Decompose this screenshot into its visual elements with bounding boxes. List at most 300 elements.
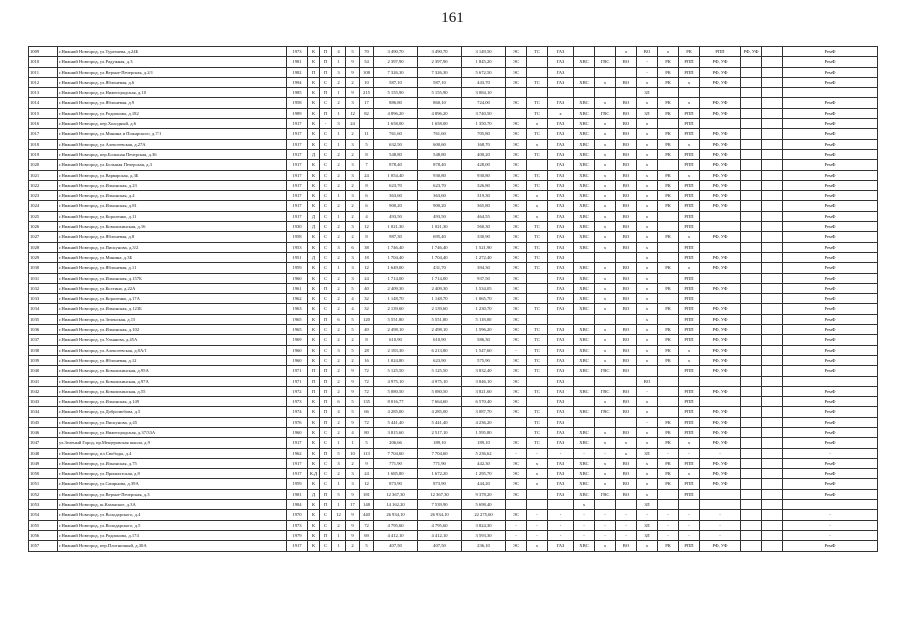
table-cell-u10: РФ, УФ — [700, 427, 741, 437]
table-cell-u5: ГВС — [595, 366, 616, 376]
table-cell-u12 — [762, 407, 783, 417]
table-cell-u4: ХВС — [574, 201, 595, 211]
table-cell-u4: ХВС — [574, 77, 595, 87]
table-cell-u1: ЭС — [506, 211, 527, 221]
table-cell-c4: 4 — [346, 427, 360, 437]
table-cell-u11 — [741, 149, 762, 159]
table-cell-c5: 8 — [360, 335, 374, 345]
table-cell-u13: РемФ — [783, 469, 878, 479]
table-cell-c4: 3 — [346, 469, 360, 479]
table-cell-u11 — [741, 376, 762, 386]
table-cell-u9: РПП — [679, 304, 700, 314]
table-cell-c1: К — [308, 314, 320, 324]
table-cell-u3: ГАЗ — [548, 458, 574, 468]
table-cell-u11 — [741, 77, 762, 87]
table-cell-c4: 9 — [346, 417, 360, 427]
table-cell-area1: 3 815,60 — [374, 427, 418, 437]
table-cell-u13: РемФ — [783, 252, 878, 262]
table-cell-u9: РПП — [679, 108, 700, 118]
table-cell-address: г.Нижний Новгород, ул.Ковалихинская, д.95А — [58, 366, 287, 376]
table-cell-c3: 5 — [332, 448, 346, 458]
table-cell-c1: К — [308, 541, 320, 551]
table-cell-id: 1042 — [29, 386, 58, 396]
table-cell-year: 1984 — [287, 500, 308, 510]
table-cell-u9 — [679, 376, 700, 386]
table-cell-year: 1962 — [287, 448, 308, 458]
table-cell-u10: РФ, УФ — [700, 201, 741, 211]
table-cell-u4: ХВС — [574, 335, 595, 345]
table-cell-u6: ВО — [616, 222, 637, 232]
table-cell-area3: 930,80 — [462, 170, 506, 180]
table-cell-u4: ХВС — [574, 232, 595, 242]
table-cell-area2: 623,70 — [418, 180, 462, 190]
table-cell-area1: 2 498,10 — [374, 325, 418, 335]
table-cell-c2: С — [320, 211, 332, 221]
table-cell-c5: 32 — [360, 294, 374, 304]
table-cell-c3: 3 — [332, 242, 346, 252]
table-cell-c5: 120 — [360, 314, 374, 324]
table-cell-area1: 2 139,60 — [374, 304, 418, 314]
table-cell-u6: ВО — [616, 345, 637, 355]
table-cell-u8 — [658, 397, 679, 407]
table-cell-u6: ВО — [616, 242, 637, 252]
table-cell-u4: х — [574, 500, 595, 510]
table-cell-u5: х — [595, 438, 616, 448]
table-cell-u7: х — [637, 252, 658, 262]
table-cell-c1: П — [308, 376, 320, 386]
table-cell-c4: 2 — [346, 211, 360, 221]
table-cell-u1: ЭС — [506, 47, 527, 57]
table-cell-u7: х — [637, 335, 658, 345]
table-cell-u1: ЭС — [506, 489, 527, 499]
table-cell-u3: ГАЗ — [548, 366, 574, 376]
table-cell-area2: 4 285,00 — [418, 407, 462, 417]
table-cell-year: 1973 — [287, 520, 308, 530]
table-cell-u10: РФ, УФ — [700, 77, 741, 87]
table-cell-u9: РК — [679, 47, 700, 57]
table-cell-u1: ЭС — [506, 355, 527, 365]
table-cell-c4: 2 — [346, 129, 360, 139]
table-cell-c2: С — [320, 149, 332, 159]
table-cell-u1: ЭС — [506, 386, 527, 396]
table-cell-c3: 1 — [332, 139, 346, 149]
table-cell-c5: 108 — [360, 67, 374, 77]
table-cell-u2: ТС — [527, 407, 548, 417]
table-cell-c2: С — [320, 304, 332, 314]
table-cell-year: 1959 — [287, 263, 308, 273]
table-cell-u10: РФ, УФ — [700, 139, 741, 149]
table-cell-c1: П — [308, 67, 320, 77]
table-cell-u9: РПП — [679, 129, 700, 139]
table-cell-u8: РК — [658, 479, 679, 489]
table-cell-address: г.Нижний Новгород, ул.Алексеевская, д.27А — [58, 139, 287, 149]
table-cell-c1: К — [308, 139, 320, 149]
table-cell-u10 — [700, 211, 741, 221]
table-cell-area3: 3 832,40 — [462, 366, 506, 376]
table-cell-u5 — [595, 417, 616, 427]
table-cell-u4: - — [574, 530, 595, 540]
table-cell-u7: х — [637, 479, 658, 489]
table-cell-area2: 623,90 — [418, 355, 462, 365]
table-cell-address: г.Нижний Новгород, ул.Ильинская, д.75 — [58, 458, 287, 468]
table-cell-u9: - — [679, 448, 700, 458]
table-cell-c5: 70 — [360, 47, 374, 57]
table-row — [29, 314, 878, 324]
table-cell-area1: 14 162,20 — [374, 500, 418, 510]
table-cell-area3: 1 534,05 — [462, 283, 506, 293]
table-cell-u3: ГАЗ — [548, 469, 574, 479]
table-cell-u6: - — [616, 530, 637, 540]
table-cell-u7: х — [637, 345, 658, 355]
table-cell-u7: х — [637, 325, 658, 335]
table-cell-u2: х — [527, 541, 548, 551]
table-cell-u3: ГАЗ — [548, 407, 574, 417]
table-cell-area1: 1 704,40 — [374, 252, 418, 262]
table-cell-u9: РПП — [679, 67, 700, 77]
table-cell-area3: 3 740,50 — [462, 108, 506, 118]
table-cell-area3: 443,70 — [462, 77, 506, 87]
table-cell-area1: 4 285,00 — [374, 407, 418, 417]
table-cell-year: 1994 — [287, 77, 308, 87]
table-cell-c1: К — [308, 427, 320, 437]
table-cell-u5: ГВС — [595, 108, 616, 118]
table-cell-c3: 1 — [332, 263, 346, 273]
table-cell-id: 1028 — [29, 242, 58, 252]
table-cell-u3: ГАЗ — [548, 335, 574, 345]
table-cell-u8 — [658, 314, 679, 324]
table-cell-id: 1043 — [29, 397, 58, 407]
table-cell-u4: ХВС — [574, 366, 595, 376]
table-cell-u13: РемФ — [783, 283, 878, 293]
table-cell-c3: 1 — [332, 88, 346, 98]
table-cell-area3: 400,20 — [462, 149, 506, 159]
table-cell-u12 — [762, 345, 783, 355]
table-cell-c5: 24 — [360, 469, 374, 479]
table-cell-u8 — [658, 386, 679, 396]
table-cell-c4: 2 — [346, 458, 360, 468]
table-cell-u5: х — [595, 129, 616, 139]
table-cell-u7: х — [637, 458, 658, 468]
table-cell-u10: РФ, УФ — [700, 366, 741, 376]
table-row — [29, 139, 878, 149]
table-cell-u6 — [616, 314, 637, 324]
table-cell-u4: ХВС — [574, 294, 595, 304]
table-cell-c3: 2 — [332, 201, 346, 211]
table-cell-u10: РФ, УФ — [700, 98, 741, 108]
table-cell-address: г.Нижний Новгород, ул.Яблоневая, д.6 — [58, 77, 287, 87]
table-cell-id: 1039 — [29, 355, 58, 365]
table-cell-u5: ГВС — [595, 57, 616, 67]
table-cell-u2: х — [527, 211, 548, 221]
table-cell-area3: 319,30 — [462, 191, 506, 201]
table-cell-u1: ЭС — [506, 160, 527, 170]
table-cell-u12 — [762, 160, 783, 170]
table-cell-u3: ГАЗ — [548, 201, 574, 211]
table-cell-u8: РК — [658, 438, 679, 448]
table-cell-c4: 9 — [346, 520, 360, 530]
table-cell-u8 — [658, 119, 679, 129]
table-row — [29, 541, 878, 551]
table-cell-u9: РПП — [679, 541, 700, 551]
table-cell-area3: 5 118,00 — [462, 314, 506, 324]
table-cell-address: г.Нижний Новгород, ул.Пришахтская, д.8 — [58, 469, 287, 479]
table-cell-u8 — [658, 88, 679, 98]
table-cell-area2: 6 213,80 — [418, 345, 462, 355]
table-cell-c1: К — [308, 500, 320, 510]
table-cell-area1: 1 685,80 — [374, 469, 418, 479]
table-cell-u4 — [574, 88, 595, 98]
table-cell-u13: РемФ — [783, 479, 878, 489]
table-cell-u2: ТС — [527, 427, 548, 437]
table-cell-year: 1989 — [287, 108, 308, 118]
table-cell-u1: ЭС — [506, 201, 527, 211]
table-row — [29, 67, 878, 77]
table-cell-u7: х — [637, 201, 658, 211]
table-cell-u13: РемФ — [783, 355, 878, 365]
table-cell-u4 — [574, 376, 595, 386]
table-cell-u2: ТС — [527, 242, 548, 252]
table-cell-u2 — [527, 500, 548, 510]
table-cell-c2: П — [320, 108, 332, 118]
table-cell-u13: РемФ — [783, 108, 878, 118]
table-cell-c3: 1 — [332, 541, 346, 551]
table-cell-u3: ГАЗ — [548, 211, 574, 221]
table-cell-u12 — [762, 530, 783, 540]
table-cell-c4: 9 — [346, 366, 360, 376]
table-cell-u3 — [548, 314, 574, 324]
table-cell-c1: Д — [308, 222, 320, 232]
table-cell-c5: 10 — [360, 77, 374, 87]
table-cell-c1: К — [308, 304, 320, 314]
table-cell-u4 — [574, 397, 595, 407]
table-cell-c1: К — [308, 191, 320, 201]
table-cell-year: 1961 — [287, 283, 308, 293]
table-cell-u1: ЭС — [506, 180, 527, 190]
table-cell-c2: С — [320, 232, 332, 242]
table-cell-area3: 937,50 — [462, 273, 506, 283]
table-cell-u6: ВО — [616, 386, 637, 396]
table-cell-address: г.Нижний Новгород, ул.Родионова, д.182 — [58, 108, 287, 118]
table-cell-u13: РемФ — [783, 273, 878, 283]
table-cell-c4: 9 — [346, 57, 360, 67]
table-row — [29, 242, 878, 252]
table-cell-u11 — [741, 386, 762, 396]
table-cell-u10 — [700, 88, 741, 98]
table-cell-u10: РФ, УФ — [700, 232, 741, 242]
table-cell-c3: 2 — [332, 252, 346, 262]
table-cell-u1: ЭС — [506, 397, 527, 407]
table-cell-u4: ХВС — [574, 541, 595, 551]
table-cell-u6: ВО — [616, 170, 637, 180]
table-cell-area3: 22 275,60 — [462, 510, 506, 520]
table-cell-area1: 26 934,10 — [374, 510, 418, 520]
table-cell-area2: 1 704,40 — [418, 252, 462, 262]
table-cell-c5: 215 — [360, 88, 374, 98]
table-cell-u6: ВО — [616, 263, 637, 273]
table-cell-c5: 12 — [360, 263, 374, 273]
table-cell-u7: - — [637, 386, 658, 396]
table-row — [29, 201, 878, 211]
table-cell-u6: ВО — [616, 325, 637, 335]
table-cell-u3: - — [548, 448, 574, 458]
table-cell-u5: х — [595, 191, 616, 201]
table-cell-address: г.Нижний Новгород, ш.Казанское, д.3А — [58, 500, 287, 510]
table-cell-u5: х — [595, 283, 616, 293]
table-cell-c1: К — [308, 160, 320, 170]
table-cell-u4: ХВС — [574, 57, 595, 67]
table-cell-u2: х — [527, 191, 548, 201]
table-cell-u1: ЭС — [506, 541, 527, 551]
table-cell-u13: РемФ — [783, 458, 878, 468]
table-cell-u10: РФ, УФ — [700, 57, 741, 67]
table-cell-area3: 3 846,10 — [462, 376, 506, 386]
table-cell-id: 1038 — [29, 345, 58, 355]
table-cell-u3: ГАЗ — [548, 273, 574, 283]
table-cell-u7 — [637, 366, 658, 376]
table-cell-c3: 2 — [332, 417, 346, 427]
table-cell-u2: ТС — [527, 252, 548, 262]
table-cell-c4: 17 — [346, 500, 360, 510]
table-cell-year: 1917 — [287, 458, 308, 468]
table-cell-area1: 900,20 — [374, 201, 418, 211]
table-cell-u8: РК — [658, 355, 679, 365]
table-cell-u6 — [616, 417, 637, 427]
table-cell-u9 — [679, 500, 700, 510]
table-cell-area2: 587,10 — [418, 77, 462, 87]
table-cell-u4: ХВС — [574, 325, 595, 335]
table-cell-u11 — [741, 252, 762, 262]
table-cell-u13 — [783, 376, 878, 386]
table-cell-u2: ТС — [527, 263, 548, 273]
table-cell-id: 1010 — [29, 57, 58, 67]
table-cell-u12 — [762, 180, 783, 190]
table-cell-u3: ГАЗ — [548, 294, 574, 304]
table-cell-address: г.Нижний Новгород, ул.Верхне-Печерская, д.2/1 — [58, 67, 287, 77]
table-cell-year: 1962 — [287, 294, 308, 304]
table-cell-area2: 1 714,00 — [418, 273, 462, 283]
table-cell-u8: РК — [658, 345, 679, 355]
table-cell-u7: х — [637, 427, 658, 437]
table-cell-c5: 69 — [360, 530, 374, 540]
table-cell-address: г.Нижний Новгород, ул.Ильинская, д.149 — [58, 397, 287, 407]
table-cell-u2: - — [527, 520, 548, 530]
table-cell-area2: 1 672,20 — [418, 469, 462, 479]
table-cell-u12 — [762, 252, 783, 262]
table-cell-u11 — [741, 232, 762, 242]
table-cell-c2: С — [320, 252, 332, 262]
table-cell-u10: РФ, УФ — [700, 191, 741, 201]
table-cell-u3 — [548, 500, 574, 510]
table-cell-id: 1036 — [29, 325, 58, 335]
table-cell-u2 — [527, 160, 548, 170]
table-cell-c3: 2 — [332, 355, 346, 365]
table-cell-c2: С — [320, 77, 332, 87]
table-cell-year: 1917 — [287, 201, 308, 211]
table-cell-u11 — [741, 88, 762, 98]
table-cell-c5: 16 — [360, 355, 374, 365]
table-cell-area3: 1 065,70 — [462, 294, 506, 304]
table-cell-u10 — [700, 294, 741, 304]
table-cell-address: г.Нижний Новгород, ул.Тургенева, д.24Б — [58, 47, 287, 57]
table-cell-id: 1009 — [29, 47, 58, 57]
table-cell-c1: П — [308, 386, 320, 396]
table-cell-u4: ХВС — [574, 479, 595, 489]
table-cell-u1: ЭС — [506, 77, 527, 87]
table-cell-u9: х — [679, 345, 700, 355]
table-cell-address: г.Нижний Новгород, ул.Короленко, д.17А — [58, 294, 287, 304]
table-cell-c1: К — [308, 57, 320, 67]
table-cell-u10 — [700, 397, 741, 407]
table-cell-c5: 135 — [360, 397, 374, 407]
table-cell-id: 1046 — [29, 427, 58, 437]
table-cell-area2: 493,50 — [418, 211, 462, 221]
table-cell-u11 — [741, 160, 762, 170]
table-cell-u2: ТС — [527, 345, 548, 355]
table-cell-u9: РПП — [679, 335, 700, 345]
table-cell-c5: 82 — [360, 108, 374, 118]
table-cell-area1: 623,70 — [374, 180, 418, 190]
table-cell-c2: С — [320, 335, 332, 345]
table-cell-c3: 1 — [332, 500, 346, 510]
table-row — [29, 479, 878, 489]
table-cell-address: г.Нижний Новгород, пер.Холодный, д.6 — [58, 119, 287, 129]
table-cell-c5: 5 — [360, 139, 374, 149]
table-cell-address: г.Нижний Новгород, ул.Володарского, д.5 — [58, 520, 287, 530]
table-cell-u5: х — [595, 325, 616, 335]
table-cell-area1: 761,60 — [374, 129, 418, 139]
table-cell-id: 1034 — [29, 304, 58, 314]
table-cell-c3: 1 — [332, 438, 346, 448]
table-cell-c2: С — [320, 469, 332, 479]
table-cell-address: г.Нижний Новгород, ул.Яблоневая, д.11 — [58, 263, 287, 273]
table-cell-area1: 1 024,80 — [374, 355, 418, 365]
table-cell-area1: 206,66 — [374, 438, 418, 448]
table-cell-c1: К — [308, 458, 320, 468]
table-cell-c3: 12 — [332, 510, 346, 520]
table-cell-u7: - — [637, 57, 658, 67]
table-cell-u13: РемФ — [783, 345, 878, 355]
table-cell-u4: - — [574, 448, 595, 458]
table-cell-u11 — [741, 397, 762, 407]
table-cell-c2: С — [320, 510, 332, 520]
table-cell-c1: К — [308, 397, 320, 407]
table-cell-u5 — [595, 47, 616, 57]
table-cell-u3: ГАЗ — [548, 139, 574, 149]
table-cell-u3: х — [548, 108, 574, 118]
table-cell-u8 — [658, 273, 679, 283]
table-cell-c3: 2 — [332, 520, 346, 530]
table-cell-u4: ХВС — [574, 458, 595, 468]
table-cell-u6: ВО — [616, 355, 637, 365]
table-cell-c2: С — [320, 541, 332, 551]
table-cell-u7: ЗЛ — [637, 88, 658, 98]
table-cell-u8 — [658, 222, 679, 232]
table-cell-u1: ЭС — [506, 170, 527, 180]
table-cell-u6: ВО — [616, 407, 637, 417]
table-cell-u9: РПП — [679, 191, 700, 201]
table-cell-c2: П — [320, 366, 332, 376]
table-cell-id: 1022 — [29, 180, 58, 190]
table-cell-u12 — [762, 129, 783, 139]
table-cell-area3: 330,90 — [462, 232, 506, 242]
table-cell-u3: ГАЗ — [548, 160, 574, 170]
table-cell-u2 — [527, 88, 548, 98]
table-cell-u7: х — [637, 407, 658, 417]
table-cell-address: г.Нижний Новгород, ул.Ковалихинская, д.16 — [58, 222, 287, 232]
table-cell-u10: РФ, УФ — [700, 386, 741, 396]
table-cell-u11: РФ, УФ — [741, 47, 762, 57]
table-cell-id: 1024 — [29, 201, 58, 211]
